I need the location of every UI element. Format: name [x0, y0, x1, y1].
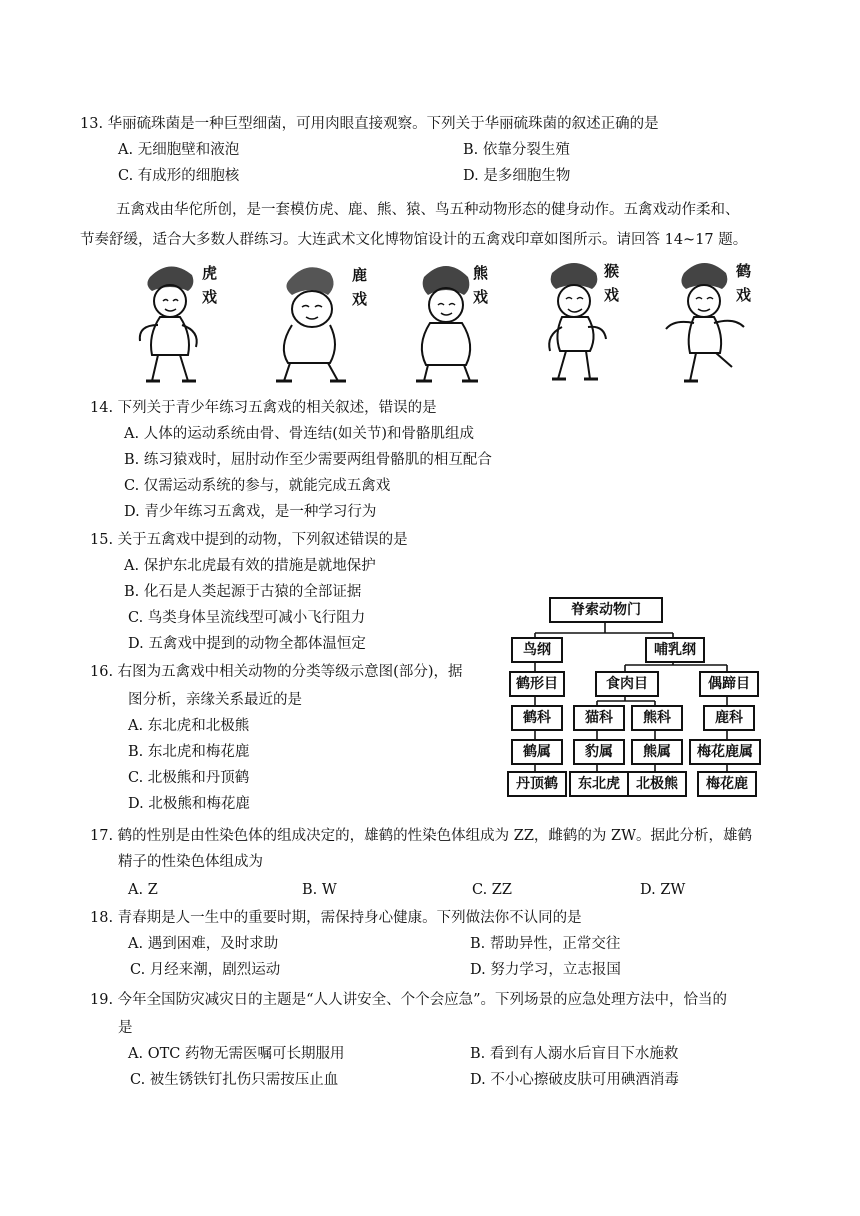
q19-option-a: A. OTC 药物无需医嘱可长期服用	[128, 1046, 345, 1062]
crane-play-figure	[660, 255, 770, 387]
tree-node-red-crowned-crane: 丹顶鹤	[507, 771, 567, 797]
crane-label-char-1: 鹤	[736, 262, 752, 280]
tree-node-aves: 鸟纲	[511, 637, 563, 663]
tree-node-artiodactyla: 偶蹄目	[699, 671, 759, 697]
q15-option-b: B. 化石是人类起源于古猿的全部证据	[124, 584, 362, 600]
q14-option-c: C. 仅需运动系统的参与，就能完成五禽戏	[124, 478, 391, 494]
q15-option-a: A. 保护东北虎最有效的措施是就地保护	[124, 558, 376, 574]
q19-option-d: D. 不小心擦破皮肤可用碘酒消毒	[470, 1072, 679, 1088]
q18-option-d: D. 努力学习，立志报国	[470, 962, 621, 978]
q17-stem-line-1: 17. 鹤的性别是由性染色体的组成决定的，雄鹤的性染色体组成为 ZZ，雌鹤的为 ZW。据此分析，雄鹤	[90, 828, 753, 844]
deer-figure-drawing	[268, 255, 353, 387]
bear-label-char-1: 熊	[473, 264, 489, 282]
deer-label-char-2: 戏	[352, 290, 368, 308]
q16-stem-line-2: 图分析，亲缘关系最近的是	[128, 692, 302, 708]
passage-line-1: 五禽戏由华佗所创，是一套模仿虎、鹿、熊、猿、鸟五种动物形态的健身动作。五禽戏动作柔和、	[116, 202, 740, 218]
q16-option-c: C. 北极熊和丹顶鹤	[128, 770, 250, 786]
tree-node-ursidae: 熊科	[631, 705, 683, 731]
tree-node-carnivora: 食肉目	[595, 671, 659, 697]
q17-stem-line-2: 精子的性染色体组成为	[118, 854, 263, 870]
q18-option-c: C. 月经来潮，剧烈运动	[130, 962, 281, 978]
tiger-label-char-1: 虎	[202, 264, 218, 282]
bear-label-char-2: 戏	[473, 288, 489, 306]
q13-option-a: A. 无细胞壁和液泡	[118, 142, 240, 158]
q15-stem: 15. 关于五禽戏中提到的动物，下列叙述错误的是	[90, 532, 408, 548]
tree-node-siberian-tiger: 东北虎	[569, 771, 629, 797]
q18-option-b: B. 帮助异性，正常交往	[470, 936, 621, 952]
q18-option-a: A. 遇到困难，及时求助	[128, 936, 279, 952]
tree-node-panthera: 豹属	[573, 739, 625, 765]
monkey-label-char-1: 猴	[604, 262, 620, 280]
q17-option-c: C. ZZ	[472, 882, 512, 898]
tree-node-gruiformes: 鹤形目	[509, 671, 565, 697]
q15-option-c: C. 鸟类身体呈流线型可减小飞行阻力	[128, 610, 366, 626]
monkey-label-char-2: 戏	[604, 286, 620, 304]
q14-stem: 14. 下列关于青少年练习五禽戏的相关叙述，错误的是	[90, 400, 437, 416]
tree-node-cervus: 梅花鹿属	[689, 739, 761, 765]
deer-label-char-1: 鹿	[352, 266, 368, 284]
q19-option-b: B. 看到有人溺水后盲目下水施救	[470, 1046, 679, 1062]
tree-node-polar-bear: 北极熊	[627, 771, 687, 797]
tree-node-felidae: 猫科	[573, 705, 625, 731]
q18-stem: 18. 青春期是人一生中的重要时期，需保持身心健康。下列做法你不认同的是	[90, 910, 582, 926]
q13-option-c: C. 有成形的细胞核	[118, 168, 240, 184]
q17-option-d: D. ZW	[640, 882, 686, 898]
tiger-label-char-2: 戏	[202, 288, 218, 306]
tiger-play-figure	[130, 255, 240, 387]
q14-option-d: D. 青少年练习五禽戏，是一种学习行为	[124, 504, 377, 520]
q17-option-b: B. W	[302, 882, 337, 898]
q16-option-d: D. 北极熊和梅花鹿	[128, 796, 250, 812]
q14-option-a: A. 人体的运动系统由骨、骨连结(如关节)和骨骼肌组成	[124, 426, 475, 442]
q16-stem-line-1: 16. 右图为五禽戏中相关动物的分类等级示意图(部分)，据	[90, 664, 463, 680]
tree-node-ursus: 熊属	[631, 739, 683, 765]
q13-option-b: B. 依靠分裂生殖	[463, 142, 570, 158]
tree-node-cervidae: 鹿科	[703, 705, 755, 731]
q16-option-a: A. 东北虎和北极熊	[128, 718, 250, 734]
tree-node-mammalia: 哺乳纲	[645, 637, 705, 663]
q17-option-a: A. Z	[128, 882, 158, 898]
q16-option-b: B. 东北虎和梅花鹿	[128, 744, 250, 760]
q19-stem-line-2: 是	[118, 1020, 133, 1036]
wuqinxi-seal-figures	[130, 255, 780, 387]
q19-option-c: C. 被生锈铁钉扎伤只需按压止血	[130, 1072, 339, 1088]
deer-play-figure	[268, 255, 378, 387]
classification-tree-diagram	[505, 597, 760, 802]
crane-label-char-2: 戏	[736, 286, 752, 304]
q13-stem: 13. 华丽硫珠菌是一种巨型细菌，可用肉眼直接观察。下列关于华丽硫珠菌的叙述正确的是	[80, 116, 659, 132]
q13-option-d: D. 是多细胞生物	[463, 168, 571, 184]
q19-stem-line-1: 19. 今年全国防灾减灾日的主题是“人人讲安全、个个会应急”。下列场景的应急处理方法中，恰当的	[90, 992, 727, 1008]
tree-node-chordata: 脊索动物门	[549, 597, 663, 623]
tiger-figure-drawing	[130, 255, 210, 387]
q15-option-d: D. 五禽戏中提到的动物全都体温恒定	[128, 636, 366, 652]
tree-node-sika-deer: 梅花鹿	[697, 771, 757, 797]
tree-node-grus: 鹤属	[511, 739, 563, 765]
monkey-play-figure	[540, 255, 650, 387]
passage-line-2: 节奏舒缓，适合大多数人群练习。大连武术文化博物馆设计的五禽戏印章如图所示。请回答 14~17 题。	[80, 232, 748, 248]
tree-node-gruidae: 鹤科	[511, 705, 563, 731]
q14-option-b: B. 练习猿戏时，屈肘动作至少需要两组骨骼肌的相互配合	[124, 452, 492, 468]
bear-play-figure	[410, 255, 520, 387]
